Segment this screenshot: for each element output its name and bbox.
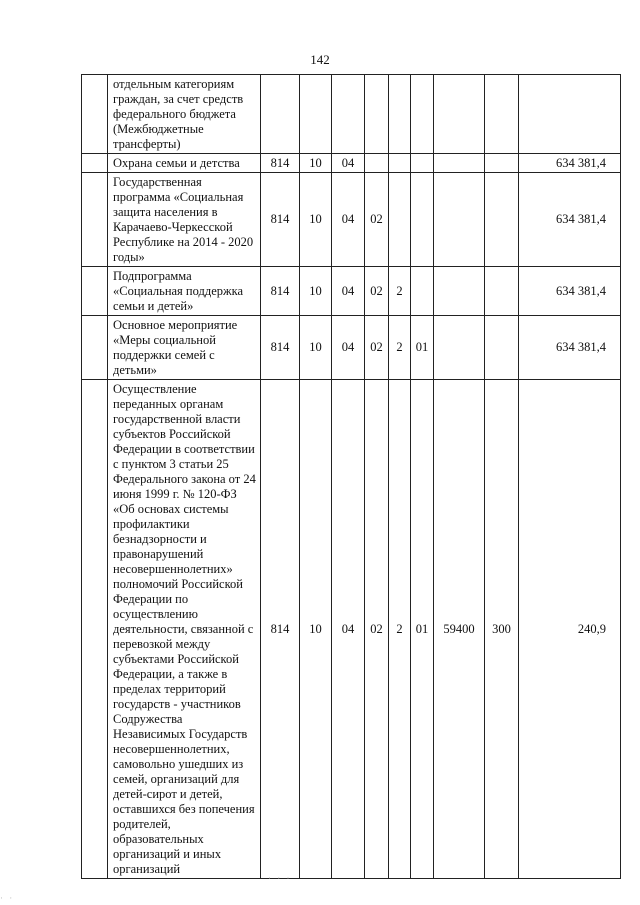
subsection-cell: 04: [332, 380, 365, 879]
page-number: 142: [310, 52, 330, 67]
expense-type-cell: [485, 173, 519, 267]
subprogram-code-cell: [389, 154, 411, 173]
table-row: [82, 75, 621, 154]
amount-cell: 634 381,4: [519, 173, 621, 267]
amount-cell: [519, 75, 621, 154]
number-cell: [82, 173, 108, 267]
number-cell: [82, 154, 108, 173]
subsection-cell: 04: [332, 173, 365, 267]
activity-code-cell: [411, 154, 434, 173]
item-name-cell: отдельным категориям граждан, за счет средств федерального бюджета (Межбюджетные трансферты): [108, 75, 261, 154]
activity-code-cell: 01: [411, 380, 434, 879]
subprogram-code-cell: [389, 173, 411, 267]
subprogram-code-cell: 2: [389, 267, 411, 316]
direction-code-cell: [434, 154, 485, 173]
expense-type-cell: [485, 267, 519, 316]
program-code-cell: 02: [365, 173, 389, 267]
subprogram-code-cell: 2: [389, 380, 411, 879]
ministry-code-cell: 814: [261, 380, 300, 879]
subsection-cell: 04: [332, 316, 365, 380]
subprogram-code-cell: [389, 75, 411, 154]
activity-code-cell: [411, 173, 434, 267]
item-name-cell: Основное мероприятие «Меры социальной поддержки семей с детьми»: [108, 316, 261, 380]
section-cell: 10: [300, 154, 332, 173]
amount-cell: 634 381,4: [519, 316, 621, 380]
activity-code-cell: 01: [411, 316, 434, 380]
section-cell: 10: [300, 173, 332, 267]
expense-type-cell: 300: [485, 380, 519, 879]
item-name-cell: Охрана семьи и детства: [108, 154, 261, 173]
program-code-cell: [365, 154, 389, 173]
subsection-cell: 04: [332, 267, 365, 316]
expense-type-cell: [485, 75, 519, 154]
program-code-cell: [365, 75, 389, 154]
section-cell: 10: [300, 316, 332, 380]
amount-cell: 240,9: [519, 380, 621, 879]
activity-code-cell: [411, 267, 434, 316]
table-row: [82, 316, 621, 380]
program-code-cell: 02: [365, 267, 389, 316]
direction-code-cell: [434, 267, 485, 316]
ministry-code-cell: [261, 75, 300, 154]
ministry-code-cell: 814: [261, 154, 300, 173]
section-cell: [300, 75, 332, 154]
section-cell: 10: [300, 267, 332, 316]
number-cell: [82, 316, 108, 380]
program-code-cell: 02: [365, 380, 389, 879]
ministry-code-cell: 814: [261, 316, 300, 380]
table-row: [82, 154, 621, 173]
direction-code-cell: [434, 75, 485, 154]
activity-code-cell: [411, 75, 434, 154]
amount-cell: 634 381,4: [519, 267, 621, 316]
item-name-cell: Государственная программа «Социальная защита населения в Карачаево-Черкесской Республике на 2014 - 2020 годы»: [108, 173, 261, 267]
direction-code-cell: 59400: [434, 380, 485, 879]
table-row: [82, 380, 621, 879]
scan-artifact: · ·: [0, 893, 15, 903]
budget-table: [81, 74, 621, 879]
section-cell: 10: [300, 380, 332, 879]
direction-code-cell: [434, 173, 485, 267]
amount-cell: 634 381,4: [519, 154, 621, 173]
item-name-cell: Осуществление переданных органам государственной власти субъектов Российской Федерации в соответствии с пунктом 3 статьи 25 Федерального закона от 24 июня 1999 г. № 120-ФЗ «Об основах системы профилактики безнадзорности и правонарушений несовершеннолетних» полномочий Российской Федерации по осуществлению деятельности, связанной с перевозкой между субъектами Российской Федерации, а также в пределах территорий государств - участников Содружества Независимых Государств несовершеннолетних, самовольно ушедших из семей, организаций для детей-сирот и детей, оставшихся без попечения родителей, образовательных организаций и иных организаций: [108, 380, 261, 879]
subsection-cell: [332, 75, 365, 154]
table-row: [82, 267, 621, 316]
number-cell: [82, 75, 108, 154]
expense-type-cell: [485, 154, 519, 173]
scan-artifact: · · ·: [268, 873, 292, 883]
expense-type-cell: [485, 316, 519, 380]
ministry-code-cell: 814: [261, 267, 300, 316]
item-name-cell: Подпрограмма «Социальная поддержка семьи и детей»: [108, 267, 261, 316]
table-row: [82, 173, 621, 267]
number-cell: [82, 267, 108, 316]
ministry-code-cell: 814: [261, 173, 300, 267]
number-cell: [82, 380, 108, 879]
direction-code-cell: [434, 316, 485, 380]
subprogram-code-cell: 2: [389, 316, 411, 380]
subsection-cell: 04: [332, 154, 365, 173]
program-code-cell: 02: [365, 316, 389, 380]
